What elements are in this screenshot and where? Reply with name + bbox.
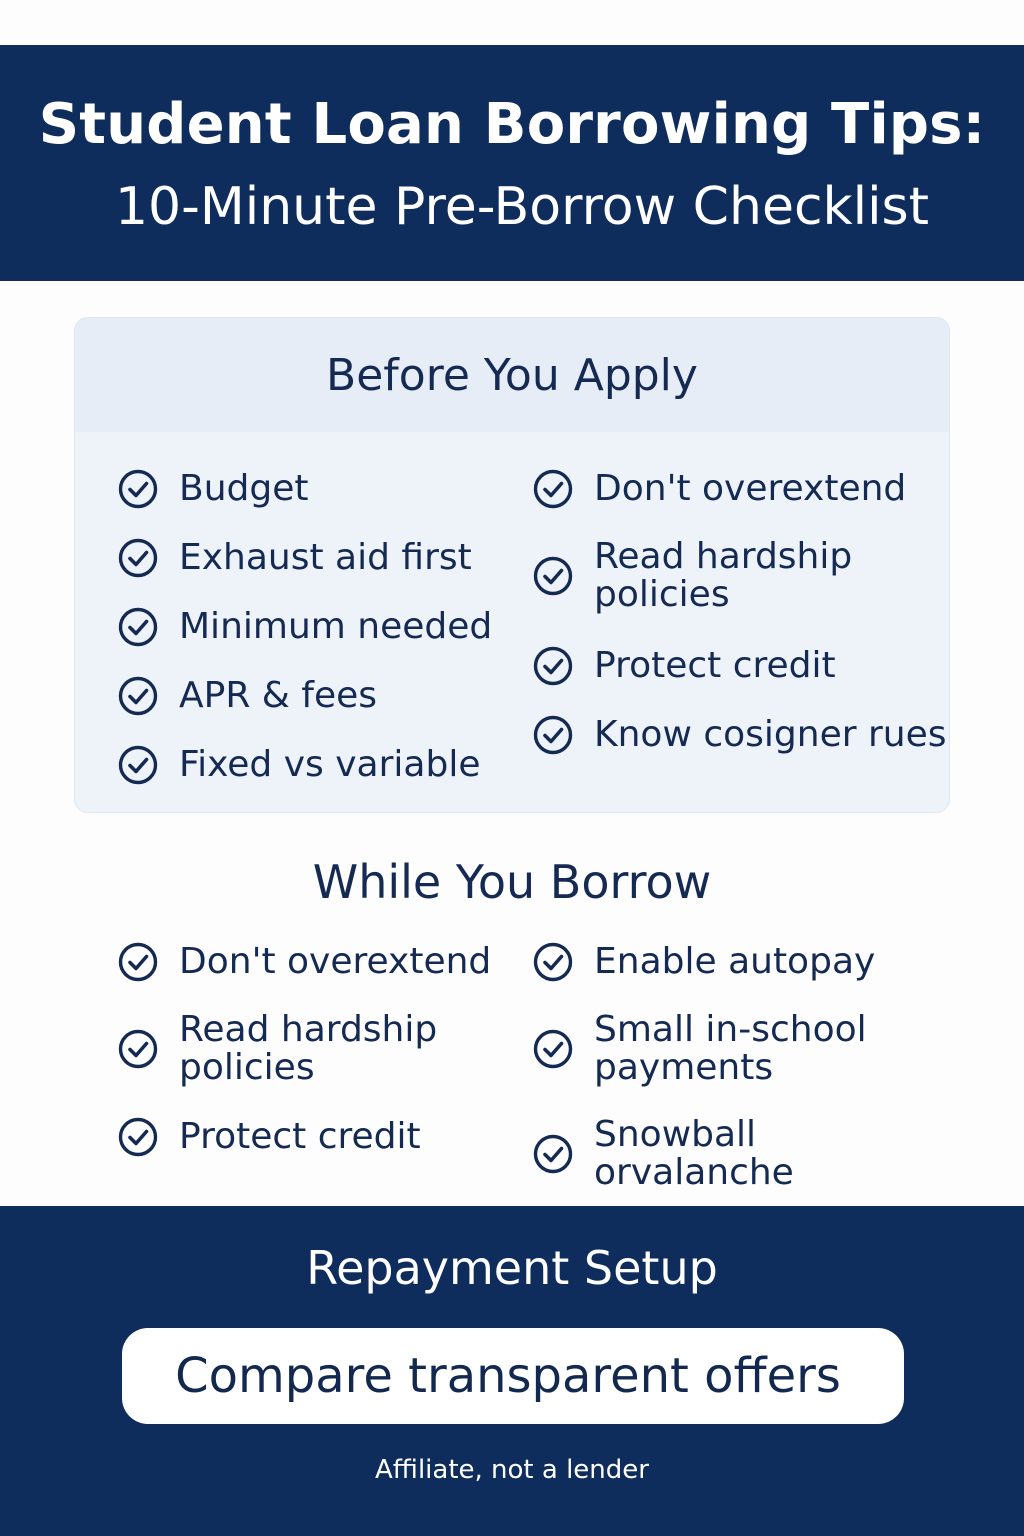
compare-offers-button[interactable]: Compare transparent offers xyxy=(122,1328,904,1424)
check-circle-icon xyxy=(532,555,574,597)
checklist-item xyxy=(117,1011,499,1087)
check-circle-icon xyxy=(532,714,574,756)
checklist-item xyxy=(532,645,836,687)
section-title-while: While You Borrow xyxy=(312,855,712,909)
check-circle-icon xyxy=(117,1028,159,1070)
checklist-item xyxy=(117,537,472,579)
checklist-item xyxy=(532,714,947,756)
check-circle-icon xyxy=(117,1116,159,1158)
checklist-item-label: Exhaust aid first xyxy=(179,537,472,578)
repayment-footer xyxy=(0,1206,1024,1536)
checklist-item-label: Small in-school payments xyxy=(594,1009,867,1088)
check-circle-icon xyxy=(117,537,159,579)
check-circle-icon xyxy=(532,1028,574,1070)
checklist-item xyxy=(532,468,906,510)
checklist-item-label: Don't overextend xyxy=(594,468,907,509)
affiliate-note: Affiliate, not a lender xyxy=(375,1455,649,1485)
checklist-item-label: Enable autopay xyxy=(594,941,876,982)
checklist-item xyxy=(532,941,875,983)
checklist-item xyxy=(117,606,492,648)
card-header xyxy=(75,318,949,432)
check-circle-icon xyxy=(532,941,574,983)
checklist-item-label: Minimum needed xyxy=(179,606,493,647)
header-banner xyxy=(0,45,1024,281)
checklist-item xyxy=(117,675,377,717)
checklist-item xyxy=(117,744,480,786)
checklist-item-label: Know cosigner rues xyxy=(594,714,947,755)
check-circle-icon xyxy=(532,468,574,510)
checklist-item-label: Snowball orvalanche xyxy=(594,1114,794,1193)
check-circle-icon xyxy=(117,744,159,786)
section-title-repayment: Repayment Setup xyxy=(306,1241,718,1295)
checklist-item xyxy=(532,1011,894,1087)
check-circle-icon xyxy=(532,645,574,687)
checklist-item xyxy=(117,1116,421,1158)
page-title: Student Loan Borrowing Tips: xyxy=(38,92,986,157)
check-circle-icon xyxy=(117,468,159,510)
checklist-item-label: Fixed vs variable xyxy=(179,744,481,785)
section-title-before: Before You Apply xyxy=(326,350,698,401)
checklist-item-label: Budget xyxy=(179,468,309,509)
checklist-item-label: Protect credit xyxy=(179,1116,421,1157)
check-circle-icon xyxy=(117,941,159,983)
checklist-item xyxy=(117,941,491,983)
checklist-item-label: APR & fees xyxy=(179,675,378,716)
checklist-item-label: Read hardship policies xyxy=(179,1009,438,1088)
checklist-item xyxy=(532,1116,894,1192)
checklist-item-label: Protect credit xyxy=(594,645,836,686)
checklist-item-label: Don't overextend xyxy=(179,941,492,982)
check-circle-icon xyxy=(117,675,159,717)
page-subtitle: 10-Minute Pre-Borrow Checklist xyxy=(114,177,930,237)
check-circle-icon xyxy=(117,606,159,648)
checklist-item xyxy=(117,468,308,510)
check-circle-icon xyxy=(532,1133,574,1175)
checklist-item xyxy=(532,538,914,614)
checklist-item-label: Read hardship policies xyxy=(594,536,853,615)
